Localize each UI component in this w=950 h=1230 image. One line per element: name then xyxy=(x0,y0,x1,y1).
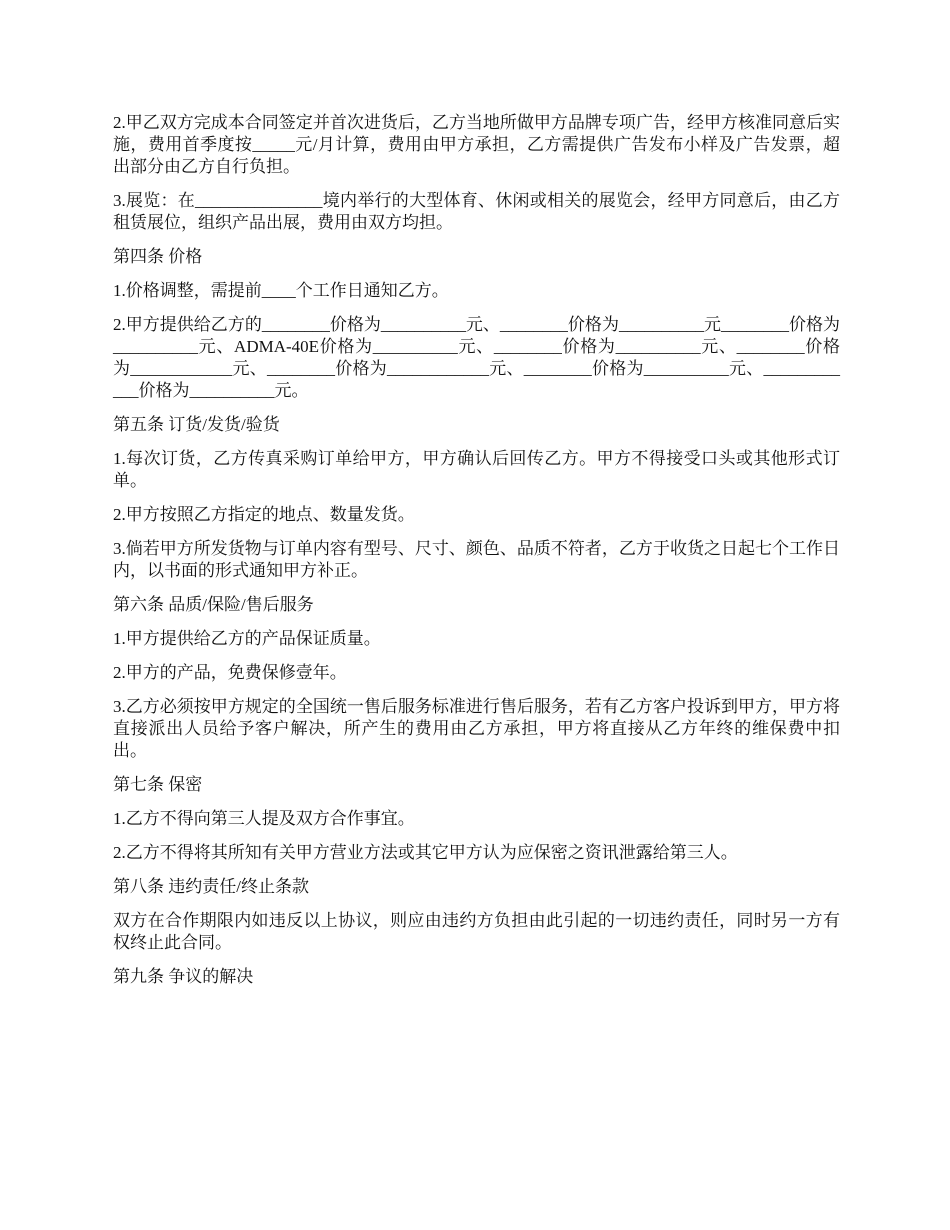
article-6-heading: 第六条 品质/保险/售后服务 xyxy=(113,595,314,614)
clause-3-item-2-advertising: 2.甲乙双方完成本合同签定并首次进货后，乙方当地所做甲方品牌专项广告，经甲方核准同意后实施，费用首季度按_____元/月计算，费用由甲方承担，乙方需提供广告发布小样及广告发票，超出部分由乙方自行负担。 xyxy=(113,113,840,176)
article-4-item-2: 2.甲方提供给乙方的________价格为__________元、________价格为__________元________价格为__________元、ADMA-40E价格为__________元、________价格为__________元、________价格为____________元、________价格为____________元、________价格为__________元、____________价格为__________元。 xyxy=(113,315,840,400)
article-5-heading: 第五条 订货/发货/验货 xyxy=(113,415,280,434)
document-page xyxy=(113,112,840,1000)
article-6-item-3: 3.乙方必须按甲方规定的全国统一售后服务标准进行售后服务，若有乙方客户投诉到甲方，甲方将直接派出人员给予客户解决，所产生的费用由乙方承担，甲方将直接从乙方年终的维保费中扣出。 xyxy=(113,697,840,760)
clause-3-item-3-exhibition: 3.展览：在_______________境内举行的大型体育、休闲或相关的展览会，经甲方同意后，由乙方租赁展位，组织产品出展，费用由双方均担。 xyxy=(113,191,840,232)
article-5-item-2: 2.甲方按照乙方指定的地点、数量发货。 xyxy=(113,505,415,524)
article-7-item-1: 1.乙方不得向第三人提及双方合作事宜。 xyxy=(113,809,415,828)
article-7-heading: 第七条 保密 xyxy=(113,775,203,794)
article-5-item-3: 3.倘若甲方所发货物与订单内容有型号、尺寸、颜色、品质不符者，乙方于收货之日起七个工作日内，以书面的形式通知甲方补正。 xyxy=(113,539,840,580)
article-6-item-2: 2.甲方的产品，免费保修壹年。 xyxy=(113,663,347,682)
article-9-heading: 第九条 争议的解决 xyxy=(113,967,254,986)
article-4-heading: 第四条 价格 xyxy=(113,247,203,266)
article-5-item-1: 1.每次订货，乙方传真采购订单给甲方，甲方确认后回传乙方。甲方不得接受口头或其他形式订单。 xyxy=(113,449,840,490)
article-8-heading: 第八条 违约责任/终止条款 xyxy=(113,877,309,896)
article-4-item-1: 1.价格调整，需提前____个工作日通知乙方。 xyxy=(113,281,449,300)
article-6-item-1: 1.甲方提供给乙方的产品保证质量。 xyxy=(113,629,381,648)
article-8-body: 双方在合作期限内如违反以上协议，则应由违约方负担由此引起的一切违约责任，同时另一方有权终止此合同。 xyxy=(113,911,840,952)
article-7-item-2: 2.乙方不得将其所知有关甲方营业方法或其它甲方认为应保密之资讯泄露给第三人。 xyxy=(113,843,738,862)
